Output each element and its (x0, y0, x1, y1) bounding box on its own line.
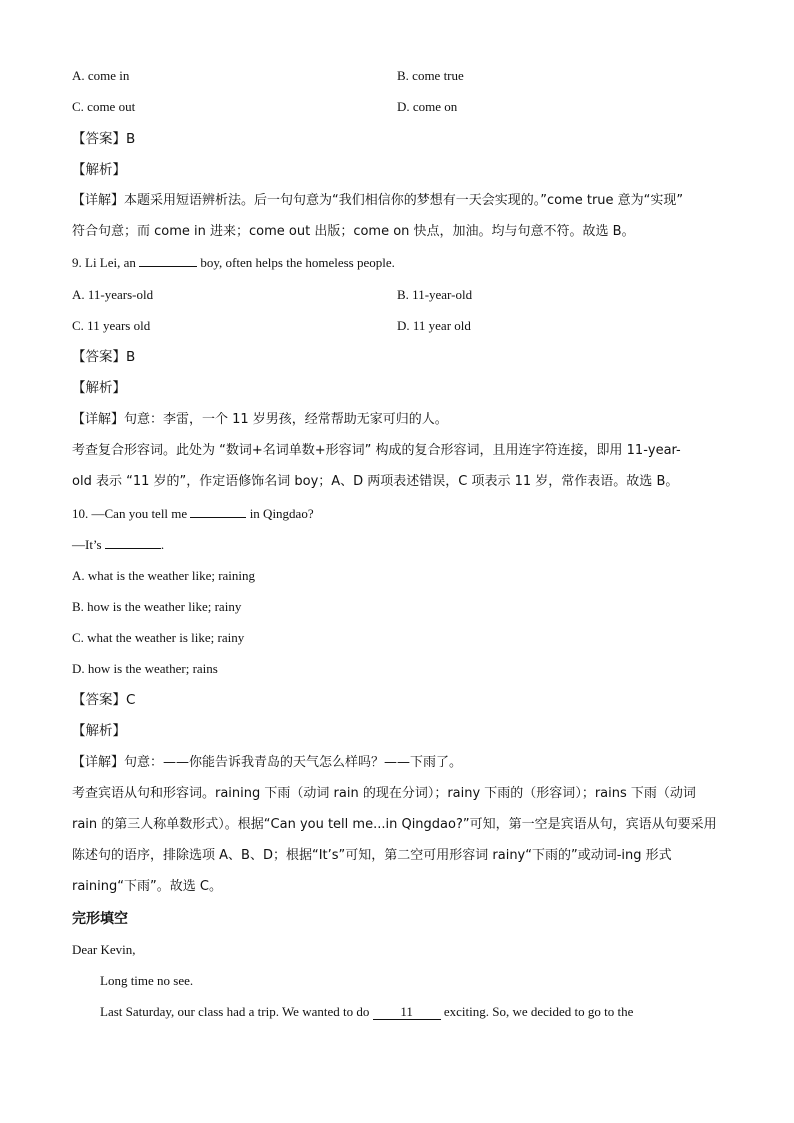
q9-option-d: D. 11 year old (397, 318, 471, 333)
q10-blank-2 (105, 536, 161, 549)
q10-detail-line-3: rain 的第三人称单数形式）。根据“Can you tell me...in Qingdao?”可知，第一空是宾语从句，宾语从句要采用 (72, 817, 717, 832)
q8-option-d: D. come on (397, 99, 458, 114)
q8-option-c: C. come out (72, 99, 136, 114)
q9-detail-line-1: 【详解】句意：李雷，一个 11 岁男孩，经常帮助无家可归的人。 (72, 412, 448, 427)
q9-option-c: C. 11 years old (72, 318, 151, 333)
q10-stem-line-2 (72, 536, 164, 554)
letter-paragraph-2 (100, 1003, 633, 1021)
q9-answer: 【答案】B (72, 349, 136, 365)
letter-greeting: Dear Kevin, (72, 942, 136, 957)
q10-stem1-pre: 10. —Can you tell me (72, 506, 191, 521)
q10-stem1-post: in Qingdao? (246, 506, 314, 521)
q9-detail-line-3: old 表示 “11 岁的”，作定语修饰名词 boy；A、D 两项表述错误，C 项表示 11 岁，常作表语。故选 B。 (72, 474, 679, 489)
section-title: 完形填空 (72, 911, 128, 927)
q10-stem2-post: . (160, 537, 165, 552)
q10-option-a: A. what is the weather like; raining (72, 568, 256, 583)
q10-detail-line-5: raining“下雨”。故选 C。 (72, 879, 222, 894)
q9-analysis-label: 【解析】 (72, 380, 126, 396)
q10-option-b: B. how is the weather like; rainy (72, 599, 242, 614)
q10-answer: 【答案】C (72, 692, 136, 708)
q8-option-b: B. come true (397, 68, 464, 83)
q10-blank-1 (190, 505, 246, 518)
q8-detail-line-2: 符合句意；而 come in 进来；come out 出版；come on 快点，加油。均与句意不符。故选 B。 (72, 224, 635, 239)
cloze-blank-11: 11 (373, 1005, 441, 1020)
para2-pre: Last Saturday, our class had a trip. We wanted to do (100, 1004, 373, 1019)
q9-stem-pre: 9. Li Lei, an (72, 255, 140, 270)
q10-stem2-pre: —It’s (72, 537, 105, 552)
q10-option-d: D. how is the weather; rains (72, 661, 218, 676)
q10-detail-line-1: 【详解】句意：——你能告诉我青岛的天气怎么样吗？——下雨了。 (72, 755, 463, 770)
q8-detail-line-1: 【详解】本题采用短语辨析法。后一句句意为“我们相信你的梦想有一天会实现的。”come true 意为“实现” (72, 193, 684, 208)
q10-detail-line-2: 考查宾语从句和形容词。raining 下雨（动词 rain 的现在分词）；rainy 下雨的（形容词）；rains 下雨（动词 (72, 786, 696, 801)
q10-detail-line-4: 陈述句的语序，排除选项 A、B、D；根据“It’s”可知，第二空可用形容词 rainy“下雨的”或动词-ing 形式 (72, 848, 672, 863)
q9-detail-line-2: 考查复合形容词。此处为 “数词+名词单数+形容词” 构成的复合形容词，且用连字符连接，即用 11-year- (72, 443, 681, 458)
q8-answer: 【答案】B (72, 131, 136, 147)
letter-paragraph-1: Long time no see. (100, 973, 194, 988)
q10-option-c: C. what the weather is like; rainy (72, 630, 245, 645)
para2-post: exciting. So, we decided to go to the (440, 1004, 634, 1019)
q9-stem (72, 254, 395, 272)
q10-analysis-label: 【解析】 (72, 723, 126, 739)
q9-stem-post: boy, often helps the homeless people. (197, 255, 395, 270)
q8-option-a: A. come in (72, 68, 130, 83)
q9-answer-blank (139, 254, 197, 267)
q10-stem-line-1 (72, 505, 314, 523)
q8-analysis-label: 【解析】 (72, 162, 126, 178)
q9-option-a: A. 11-years-old (72, 287, 154, 302)
q9-option-b: B. 11-year-old (397, 287, 473, 302)
